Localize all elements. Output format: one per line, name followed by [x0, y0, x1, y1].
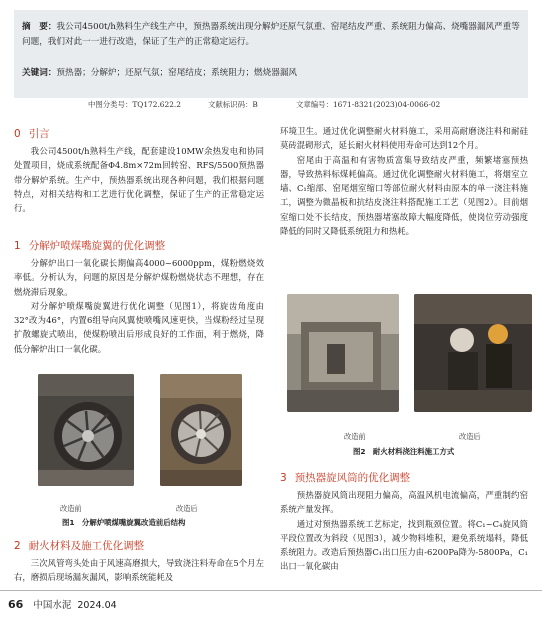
clc-number: 中图分类号：TQ172.622.2 — [88, 100, 181, 109]
figure-1-before-caption: 改造前 — [60, 504, 82, 513]
keywords-label: 关键词： — [22, 68, 57, 78]
figure-2-title: 图2 耐火材料浇注料施工方式 — [353, 447, 455, 456]
page-footer — [8, 597, 117, 611]
section-3-paragraph-1: 预热器旋风筒出现阻力偏高，高温风机电流偏高，严重制约窑系统产量发挥。 — [280, 490, 528, 515]
section-3-title: 预热器旋风筒的优化调整 — [294, 472, 411, 484]
keywords — [22, 66, 522, 80]
section-1-body — [14, 256, 264, 356]
figure-1-after-photo — [160, 374, 242, 486]
section-1-title: 分解炉喷煤嘴旋翼的优化调整 — [28, 240, 166, 252]
figure-1-after-caption: 改造后 — [176, 504, 198, 513]
right-paragraph-1: 环境卫生。通过优化调整耐火材料施工，采用高耐磨浇注料和耐硅莫砖混砌形式，延长耐火材料使用寿命可达到12个月。 — [280, 126, 528, 151]
section-2-paragraph-1: 三次风管弯头处由于风速高磨损大，导致浇注料寿命在5个月左右，磨损后现场漏灰漏风，影响系统能耗及 — [14, 558, 264, 583]
figure-2-after-photo — [414, 294, 532, 412]
section-3-heading — [280, 470, 410, 485]
doc-code: 文献标识码：B — [208, 100, 258, 109]
keywords-text: 预热器；分解炉；还原气氛；窑尾结皮；系统阻力；燃烧器漏风 — [56, 68, 298, 78]
section-1-heading — [14, 238, 165, 253]
page-number: 66 — [8, 598, 24, 611]
section-0-title: 引言 — [28, 128, 50, 140]
intro-paragraph — [14, 144, 264, 215]
journal-name: 中国水泥 — [33, 600, 72, 611]
section-1-paragraph-2: 对分解炉喷煤嘴旋翼进行优化调整（见图1），将旋齿角度由32°改为46°，内置6组导向风翼使喷嘴风速更快，当煤粉经过呈现扩散螺旋式喷出，使煤粉喷出后形成良好的工作面，利于燃烧，降低分解炉出口一氧化碳。 — [14, 300, 264, 354]
abstract-text: 我公司4500t/h熟料生产线生产中，预热器系统出现分解炉还原气氛重、窑尾结皮严重、系统阻力偏高、烧嘴器漏风严重等问题，我们对此一一进行改造，保证了生产的正常稳定运行。 — [22, 22, 520, 47]
figure-2-before-photo — [287, 294, 399, 412]
footer-divider — [0, 590, 542, 591]
figure-1-title: 图1 分解炉喷煤嘴旋翼改造前后结构 — [62, 518, 186, 527]
section-3-number: 3 — [280, 472, 287, 484]
figure-1-before-photo — [38, 374, 134, 486]
abstract — [22, 20, 522, 50]
abstract-label: 摘 要： — [22, 22, 57, 32]
section-2-body — [14, 556, 264, 585]
section-0-number: 0 — [14, 128, 21, 140]
right-column-body — [280, 124, 528, 238]
journal-issue: 2024.04 — [77, 600, 117, 611]
section-2-heading — [14, 538, 144, 553]
intro-text: 我公司4500t/h熟料生产线，配套建设10MW余热发电和协同处置项目，烧成系统配备Φ4.8m×72m回转窑、RFS/5500预热器带分解炉系统。生产中，预热器系统出现各种问题，我们根据问题特点，对相关结构和工艺进行优化调整，保证了生产的正常稳定运行。 — [14, 146, 264, 214]
article-number: 文章编号：1671-8321(2023)04-0066-02 — [296, 100, 441, 109]
section-1-number: 1 — [14, 240, 21, 252]
figure-2-before-caption: 改造前 — [344, 432, 366, 441]
section-0-heading — [14, 126, 50, 141]
section-3-paragraph-2: 通过对预热器系统工艺标定，找到瓶颈位置。将C₁~C₄旋风筒平段位置改为斜段（见图3），减少物料堆积，避免系统塌料，降低系统阻力。改造后预热器C₁出口压力由-6200Pa降为-5800Pa，C₁出口一氧化碳由 — [280, 518, 528, 572]
section-2-number: 2 — [14, 540, 21, 552]
section-1-paragraph-1: 分解炉出口一氧化碳长期偏高4000~6000ppm，煤粉燃烧效率低。分析认为，问题的原因是分解炉煤粉燃烧状态不理想，存在燃烧滞后现象。 — [14, 258, 264, 297]
figure-2-after-caption: 改造后 — [459, 432, 481, 441]
section-3-body — [280, 488, 528, 574]
right-paragraph-2: 窑尾由于高温和有害物质富集导致结皮严重，频繁堵塞预热器，导致热料标煤耗偏高。通过优化调整耐火材料施工，将烟室立墙、C₁缩部、窑尾烟室缩口等部位耐火材料由原本的单一浇注料施工，调整为微晶板和抗结皮浇注料搭配施工工艺（见图2）。目前烟室缩口处不长结皮，预热器堵塞故障大幅度降低，使岗位劳动强度降低的同时又降低系统阻力和热耗。 — [280, 154, 528, 237]
section-2-title: 耐火材料及施工优化调整 — [28, 540, 145, 552]
